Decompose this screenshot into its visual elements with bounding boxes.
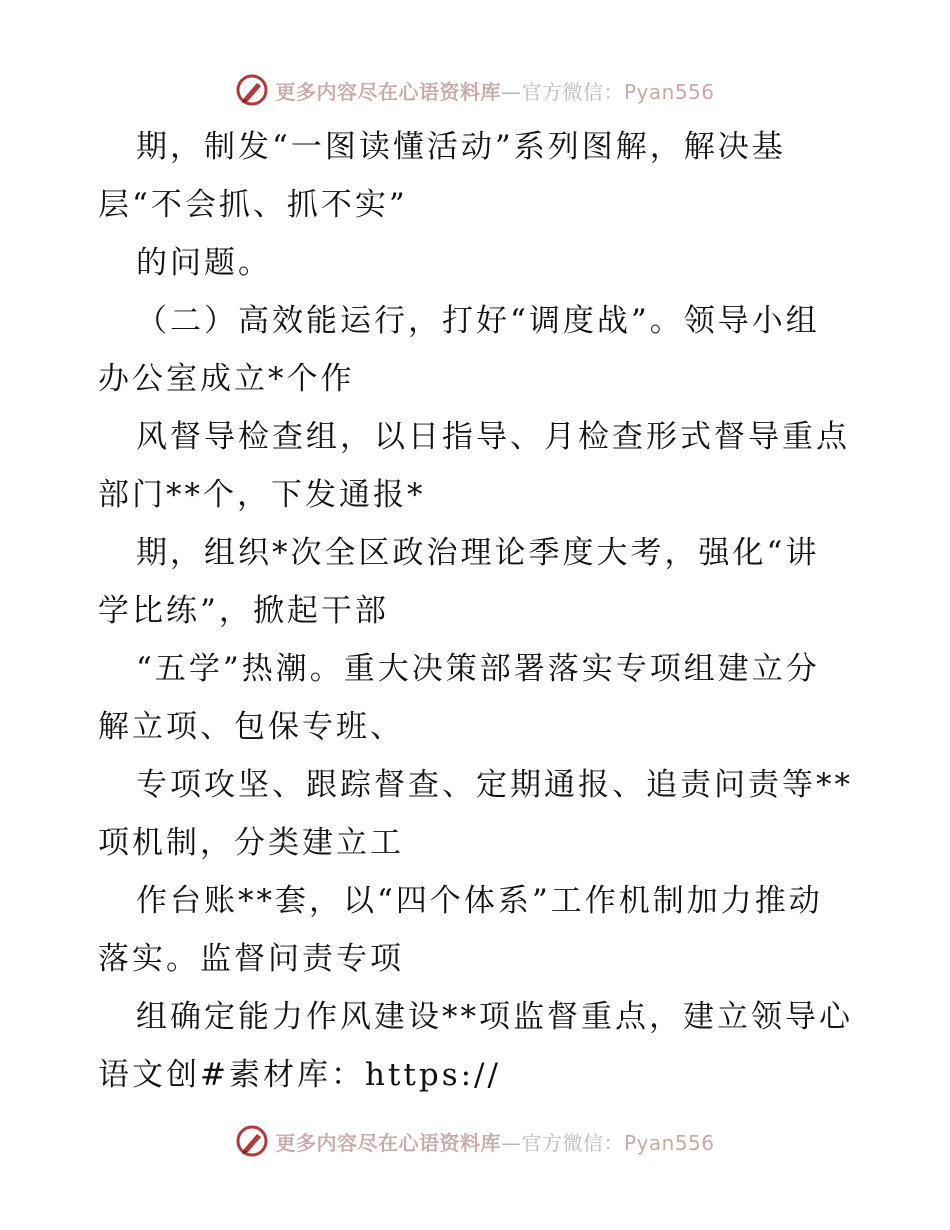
text-line: “五学”热潮。重大决策部署落实专项组建立分: [136, 651, 820, 687]
text-line: 作台账**套，以“四个体系”工作机制加力推动: [136, 883, 823, 919]
watermark-separator: —: [500, 79, 522, 104]
text-line: 期，制发“一图读懂活动”系列图解，解决基: [136, 129, 786, 165]
text-line: 专项攻坚、跟踪督查、定期通报、追责问责等**: [136, 767, 853, 803]
watermark-wechat-id: Pyan556: [623, 79, 715, 104]
watermark-suffix: 官方微信：: [521, 1130, 624, 1155]
text-line: 的问题。: [136, 245, 272, 281]
text-line: （二）高效能运行，打好“调度战”。领导小组: [136, 303, 820, 339]
pen-logo-icon: [235, 1124, 269, 1158]
text-line: 期，组织*次全区政治理论季度大考，强化“讲: [136, 535, 820, 571]
watermark-text: [275, 1127, 714, 1156]
text-line: 组确定能力作风建设**项监督重点，建立领导心: [136, 999, 853, 1035]
watermark-suffix: 官方微信：: [521, 79, 624, 104]
text-line: 层“不会抓、抓不实”: [98, 187, 408, 223]
watermark-header: [0, 70, 950, 110]
watermark-wechat-id: Pyan556: [623, 1130, 715, 1155]
text-line: 解立项、包保专班、: [98, 709, 404, 745]
document-body: [98, 118, 858, 1104]
text-line: 部门**个，下发通报*: [98, 477, 426, 513]
text-line: 办公室成立*个作: [98, 361, 355, 397]
watermark-prefix: 更多内容尽在心语资料库: [275, 79, 501, 104]
text-line: 落实。监督问责专项: [98, 941, 404, 977]
text-line: 项机制，分类建立工: [98, 825, 404, 861]
pen-logo-icon: [235, 73, 269, 107]
watermark-footer: [0, 1121, 950, 1161]
watermark-prefix: 更多内容尽在心语资料库: [275, 1130, 501, 1155]
text-line: 学比练”，掀起干部: [98, 593, 389, 629]
text-line: 风督导检查组，以日指导、月检查形式督导重点: [136, 419, 850, 455]
watermark-text: [275, 76, 714, 105]
watermark-separator: —: [500, 1130, 522, 1155]
text-line: 语文创#素材库：https://: [98, 1057, 501, 1093]
